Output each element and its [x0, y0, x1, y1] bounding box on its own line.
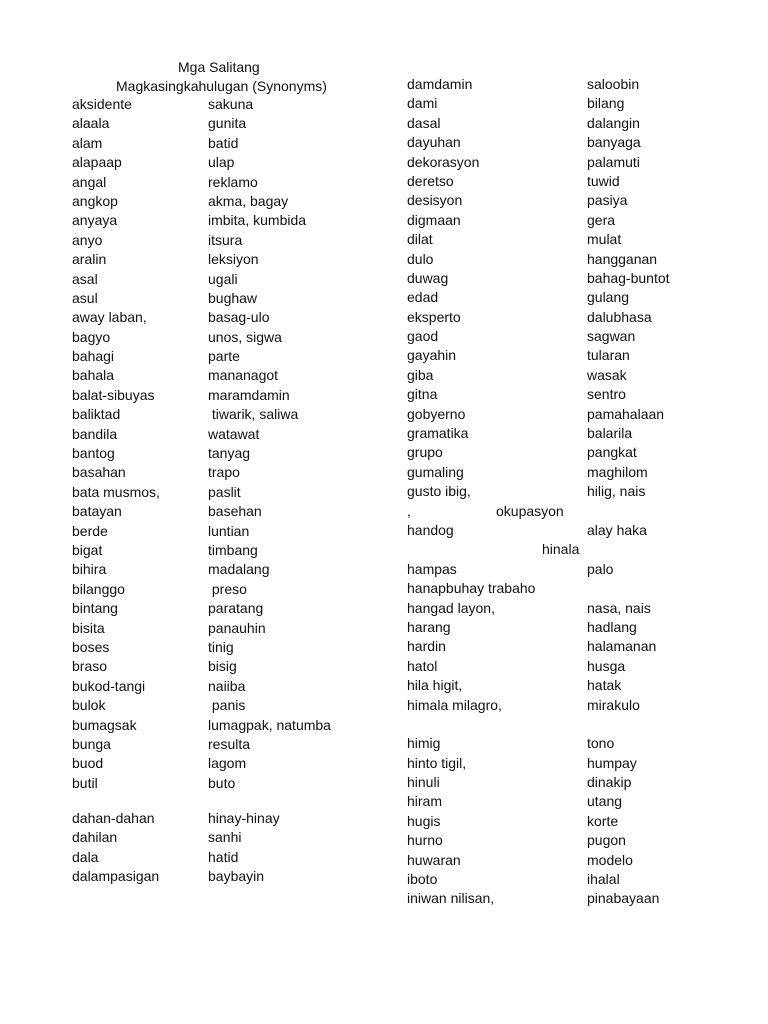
- synonym: resulta: [208, 735, 251, 752]
- list-item: [72, 192, 392, 211]
- list-item: [72, 134, 392, 153]
- word: hardin: [407, 638, 446, 655]
- synonym: banyaga: [587, 134, 641, 151]
- synonym: watawat: [208, 425, 260, 442]
- word: alaala: [72, 115, 110, 132]
- word: hatol: [407, 657, 438, 674]
- synonym: halamanan: [587, 638, 657, 655]
- synonym: bisig: [208, 658, 237, 675]
- synonym: saloobin: [587, 76, 640, 92]
- list-item: [72, 347, 392, 366]
- list-item: [407, 250, 737, 269]
- list-item: [72, 308, 392, 327]
- synonym: baybayin: [208, 868, 265, 885]
- synonym: basehan: [208, 503, 262, 520]
- word: hampas: [407, 560, 457, 577]
- word: himala milagro,: [407, 696, 502, 713]
- list-item: [407, 560, 737, 579]
- synonym: paratang: [208, 600, 264, 617]
- list-item: [407, 94, 737, 113]
- word: bumagsak: [72, 716, 137, 733]
- synonym: utang: [587, 793, 623, 810]
- list-item: [72, 809, 392, 828]
- synonym: sagwan: [587, 328, 636, 345]
- word: dasal: [407, 114, 441, 131]
- synonym: madalang: [208, 561, 270, 578]
- synonym: hatid: [208, 848, 239, 865]
- list-item: [407, 114, 737, 133]
- list-item: [407, 153, 737, 172]
- synonym: ihalal: [587, 871, 620, 888]
- synonym: hinay-hinay: [208, 810, 280, 827]
- synonym: tanyag: [208, 445, 251, 462]
- word: dekorasyon: [407, 153, 480, 170]
- synonym: preso: [208, 580, 247, 597]
- list-item: [72, 289, 392, 308]
- word: bahala: [72, 367, 115, 384]
- list-item: [407, 812, 737, 831]
- word: batayan: [72, 503, 122, 520]
- synonym: tiwarik, saliwa: [208, 406, 299, 423]
- synonym: gunita: [208, 115, 247, 132]
- list-item: [72, 867, 392, 886]
- list-item: [72, 754, 392, 773]
- list-item: [72, 677, 392, 696]
- list-item: [72, 95, 392, 114]
- list-item: [407, 676, 737, 695]
- word: gaod: [407, 328, 439, 345]
- list-item: [407, 288, 737, 307]
- list-item: [72, 502, 392, 521]
- synonym: tuwid: [587, 172, 620, 189]
- synonym: buto: [208, 774, 236, 791]
- word: berde: [72, 522, 108, 539]
- word: duwag: [407, 269, 449, 286]
- synonym: hilig, nais: [587, 483, 646, 500]
- word: giba: [407, 366, 434, 383]
- word: asul: [72, 289, 98, 306]
- okupasyon-text: okupasyon: [496, 502, 564, 519]
- list-item: [407, 851, 737, 870]
- list-item: [407, 269, 737, 288]
- synonym: maghilom: [587, 463, 648, 480]
- word: hurno: [407, 832, 443, 849]
- synonym: tularan: [587, 347, 630, 364]
- synonym: pasiya: [587, 192, 628, 209]
- list-item: [407, 385, 737, 404]
- synonym: mananagot: [208, 367, 279, 384]
- list-item: [72, 580, 392, 599]
- list-item: [407, 424, 737, 443]
- synonym: mulat: [587, 231, 622, 248]
- word: hugis: [407, 812, 441, 829]
- word: hangad layon,: [407, 599, 495, 616]
- list-item: [72, 657, 392, 676]
- synonym: timbang: [208, 541, 258, 558]
- list-item: [72, 270, 392, 289]
- word: gitna: [407, 386, 438, 403]
- word: dala: [72, 848, 99, 865]
- list-item: [407, 327, 737, 346]
- word: digmaan: [407, 211, 461, 228]
- page-title-line-2: Magkasingkahulugan (Synonyms): [116, 78, 327, 94]
- list-item: [72, 848, 392, 867]
- list-item: [407, 502, 737, 521]
- list-item: [407, 870, 737, 889]
- list-item: [407, 754, 737, 773]
- word: bintang: [72, 600, 118, 617]
- synonym: hatak: [587, 677, 622, 694]
- word: anyo: [72, 231, 103, 248]
- word: alapaap: [72, 154, 122, 171]
- list-item: [72, 735, 392, 754]
- word: dayuhan: [407, 134, 461, 151]
- list-item: [407, 637, 737, 656]
- list-item: [72, 405, 392, 424]
- word: gumaling: [407, 463, 464, 480]
- synonym: balarila: [587, 425, 633, 442]
- synonym: tono: [587, 735, 615, 752]
- list-item: [72, 444, 392, 463]
- synonym: bahag-buntot: [587, 269, 670, 286]
- synonym: imbita, kumbida: [208, 212, 307, 229]
- word: edad: [407, 289, 439, 306]
- word: bukod-tangi: [72, 677, 146, 694]
- list-item: [72, 541, 392, 560]
- synonym: akma, bagay: [208, 192, 289, 209]
- synonym: modelo: [587, 851, 633, 868]
- list-item: [72, 114, 392, 133]
- synonym: gera: [587, 211, 616, 228]
- synonym: naiiba: [208, 677, 246, 694]
- synonym: humpay: [587, 754, 637, 771]
- list-item: [407, 889, 737, 908]
- word: huwaran: [407, 851, 461, 868]
- synonym: itsura: [208, 231, 243, 248]
- list-item: [407, 696, 737, 715]
- list-item: [407, 443, 737, 462]
- word: harang: [407, 618, 451, 635]
- word: hanapbuhay trabaho: [407, 580, 536, 597]
- list-item: [407, 346, 737, 365]
- word: buod: [72, 755, 104, 772]
- synonym: batid: [208, 134, 239, 151]
- list-item: [407, 521, 737, 540]
- synonym: reklamo: [208, 173, 258, 190]
- synonym: leksiyon: [208, 251, 259, 268]
- list-item: [72, 173, 392, 192]
- list-item: [72, 619, 392, 638]
- synonym: parte: [208, 348, 240, 365]
- list-item: [72, 328, 392, 347]
- list-item: [72, 696, 392, 715]
- synonym: bilang: [587, 95, 625, 112]
- synonym: pinabayaan: [587, 890, 660, 907]
- word: bahagi: [72, 348, 115, 365]
- word: gayahin: [407, 347, 457, 364]
- list-item: [72, 231, 392, 250]
- word: dami: [407, 95, 438, 112]
- synonym: wasak: [587, 366, 627, 383]
- word: bata musmos,: [72, 483, 160, 500]
- word: angal: [72, 173, 107, 190]
- word: bigat: [72, 541, 103, 558]
- list-item: [72, 211, 392, 230]
- synonym: maramdamin: [208, 386, 290, 403]
- synonym: pangkat: [587, 444, 637, 461]
- word: bisita: [72, 619, 105, 636]
- synonym: nasa, nais: [587, 599, 651, 616]
- word: grupo: [407, 444, 443, 461]
- word: bunga: [72, 735, 111, 752]
- word: bihira: [72, 561, 107, 578]
- word: dalampasigan: [72, 868, 160, 885]
- list-item: [407, 579, 737, 598]
- synonym: basag-ulo: [208, 309, 270, 326]
- list-item: [72, 366, 392, 385]
- word: deretso: [407, 172, 454, 189]
- word: iniwan nilisan,: [407, 890, 495, 907]
- word: desisyon: [407, 192, 463, 209]
- list-item: [72, 522, 392, 541]
- list-item: [407, 133, 737, 152]
- synonym: hangganan: [587, 250, 658, 267]
- list-item: [72, 560, 392, 579]
- word: hila higit,: [407, 677, 463, 694]
- list-item: [407, 734, 737, 753]
- word: alam: [72, 134, 103, 151]
- word: himig: [407, 735, 441, 752]
- word: hinuli: [407, 774, 440, 791]
- list-item: [72, 425, 392, 444]
- synonym: tinig: [208, 638, 234, 655]
- word: gobyerno: [407, 405, 466, 422]
- list-item: [72, 386, 392, 405]
- list-item: [72, 250, 392, 269]
- word: dahilan: [72, 829, 118, 846]
- list-item: [72, 716, 392, 735]
- list-item: [72, 153, 392, 172]
- word: dahan-dahan: [72, 810, 155, 827]
- word: away laban,: [72, 309, 147, 326]
- synonym: husga: [587, 657, 626, 674]
- page-title-line-1: Mga Salitang: [178, 59, 260, 75]
- word: boses: [72, 638, 110, 655]
- word: bulok: [72, 697, 106, 714]
- synonym: dinakip: [587, 774, 632, 791]
- list-item: [407, 366, 737, 385]
- synonym: sanhi: [208, 829, 242, 846]
- list-item: [72, 828, 392, 847]
- word: dilat: [407, 231, 433, 248]
- synonym: palo: [587, 560, 614, 577]
- synonym: unos, sigwa: [208, 328, 282, 345]
- synonym: pugon: [587, 832, 626, 849]
- word: braso: [72, 658, 108, 675]
- synonym: sakuna: [208, 96, 254, 112]
- list-item: [407, 618, 737, 637]
- list-item: [407, 172, 737, 191]
- list-item: [407, 75, 737, 94]
- synonym: gulang: [587, 289, 630, 306]
- word: angkop: [72, 192, 118, 209]
- list-item: [407, 657, 737, 676]
- list-item: [72, 463, 392, 482]
- right-column: [407, 75, 737, 909]
- synonym: ulap: [208, 154, 235, 171]
- word: dulo: [407, 250, 434, 267]
- synonym: panauhin: [208, 619, 266, 636]
- word: iboto: [407, 871, 438, 888]
- list-item: [407, 482, 737, 501]
- list-item: [407, 831, 737, 850]
- list-item: [407, 191, 737, 210]
- list-item: [72, 638, 392, 657]
- list-item: [407, 211, 737, 230]
- synonym: hadlang: [587, 618, 637, 635]
- word: anyaya: [72, 212, 118, 229]
- word: handog: [407, 521, 454, 538]
- list-item: [407, 230, 737, 249]
- word: basahan: [72, 464, 126, 481]
- synonym: panis: [208, 697, 246, 714]
- synonym: trapo: [208, 464, 240, 481]
- list-item: [72, 774, 392, 793]
- word: gramatika: [407, 425, 469, 442]
- synonym: lagom: [208, 755, 247, 772]
- list-item: [407, 405, 737, 424]
- word: bagyo: [72, 328, 111, 345]
- list-item: [407, 463, 737, 482]
- synonym: sentro: [587, 386, 626, 403]
- synonym: lumagpak, natumba: [208, 716, 331, 733]
- list-item: [407, 599, 737, 618]
- synonym: palamuti: [587, 153, 640, 170]
- word: eksperto: [407, 308, 461, 325]
- word: bandila: [72, 425, 118, 442]
- word: bantog: [72, 445, 115, 462]
- word: aralin: [72, 251, 107, 268]
- synonym: paslit: [208, 483, 241, 500]
- synonym: alay haka: [587, 521, 647, 538]
- hinala-text: hinala: [542, 541, 580, 558]
- list-item: [407, 792, 737, 811]
- word: bilanggo: [72, 580, 125, 597]
- synonym: dalubhasa: [587, 308, 652, 325]
- left-column: [72, 95, 392, 887]
- list-item: [407, 540, 737, 559]
- synonym: korte: [587, 812, 619, 829]
- word: damdamin: [407, 76, 473, 92]
- word: hinto tigil,: [407, 754, 467, 771]
- synonym: luntian: [208, 522, 250, 539]
- comma-text: ,: [407, 502, 411, 519]
- word: baliktad: [72, 406, 121, 423]
- synonym: pamahalaan: [587, 405, 665, 422]
- list-item: [72, 599, 392, 618]
- word: butil: [72, 774, 98, 791]
- list-item: [407, 308, 737, 327]
- synonym: dalangin: [587, 114, 640, 131]
- word: asal: [72, 270, 98, 287]
- list-item: [407, 773, 737, 792]
- synonym: mirakulo: [587, 696, 640, 713]
- word: hiram: [407, 793, 443, 810]
- word: aksidente: [72, 96, 132, 112]
- list-item: [72, 483, 392, 502]
- synonym: bughaw: [208, 289, 258, 306]
- word: balat-sibuyas: [72, 386, 155, 403]
- word: gusto ibig,: [407, 483, 471, 500]
- synonym: ugali: [208, 270, 238, 287]
